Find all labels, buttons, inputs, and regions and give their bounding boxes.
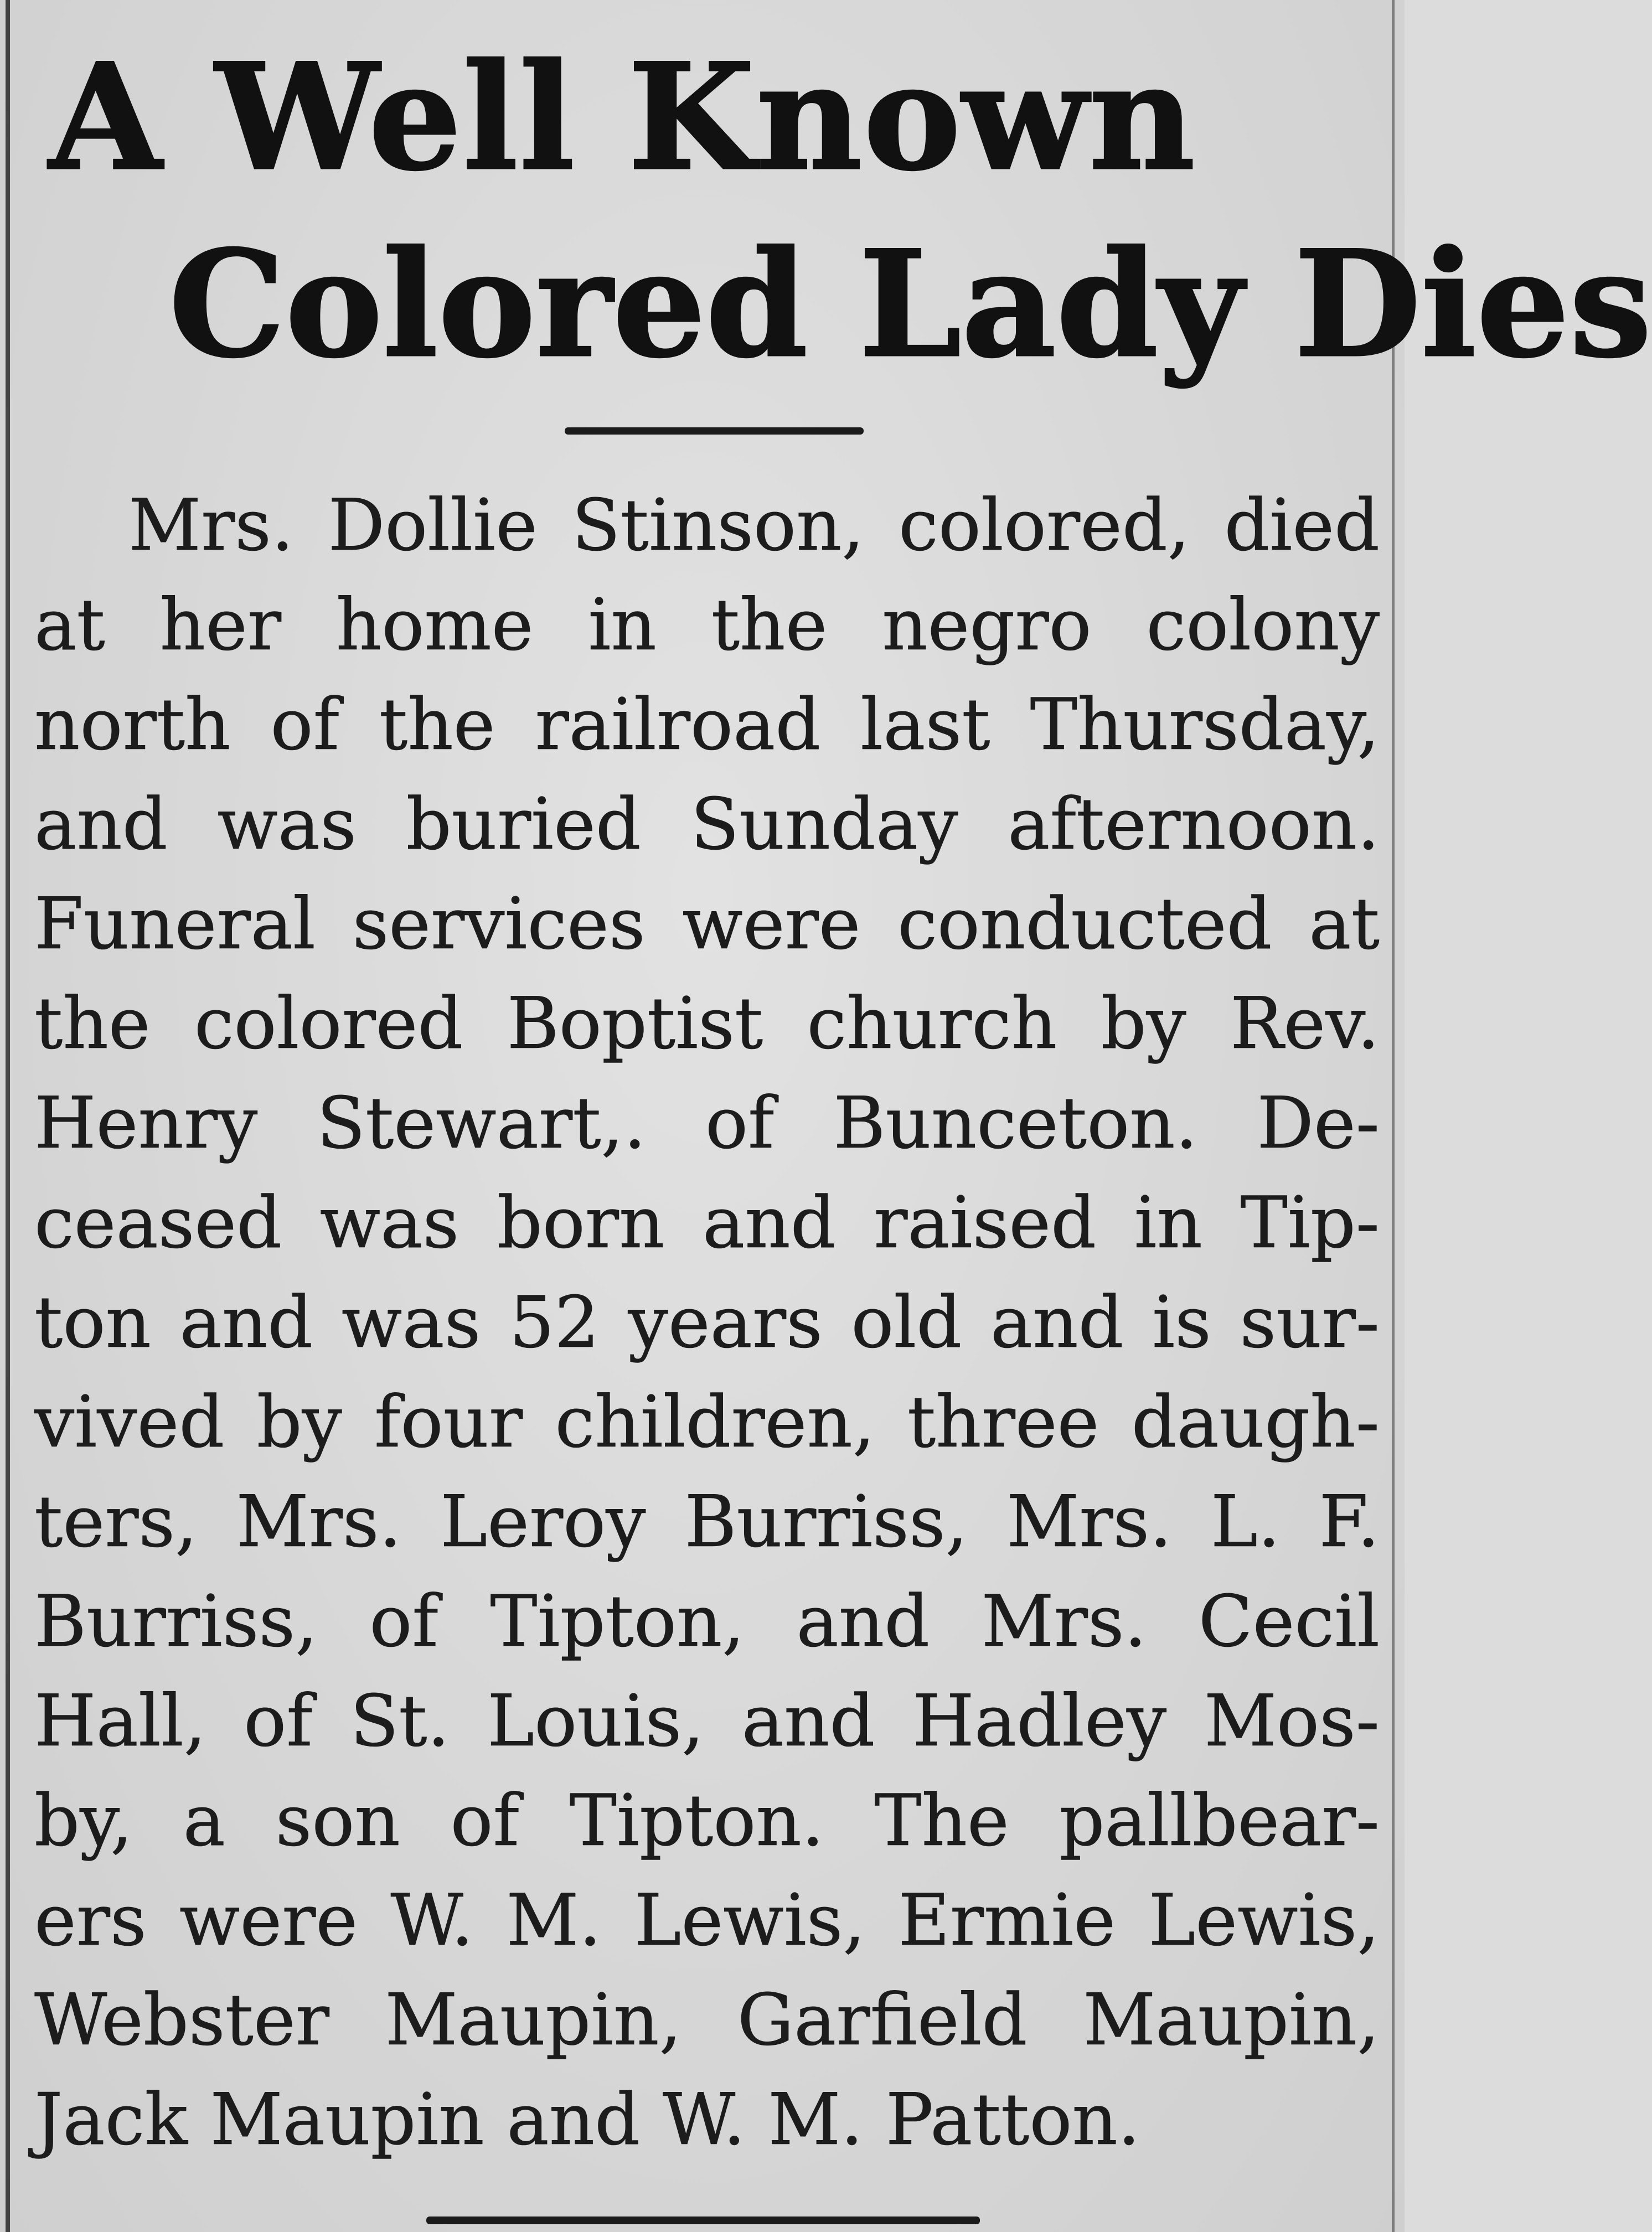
body-line: Mrs. Dollie Stinson, colored, died xyxy=(128,484,1380,567)
article-body xyxy=(34,476,1380,2170)
body-line: Jack Maupin and W. M. Patton. xyxy=(34,2079,1140,2161)
body-line: Funeral services were conducted at xyxy=(34,883,1380,965)
closing-divider xyxy=(426,2216,980,2224)
body-line: Burriss, of Tipton, and Mrs. Cecil xyxy=(34,1580,1380,1663)
body-line: ceased was born and raised in Tip- xyxy=(34,1182,1380,1264)
headline-line-1: A Well Known xyxy=(49,32,1196,203)
column-rule-left xyxy=(6,0,10,2232)
body-line: vived by four children, three daugh- xyxy=(34,1381,1380,1464)
body-line: Webster Maupin, Garfield Maupin, xyxy=(34,1979,1380,2062)
body-line: Hall, of St. Louis, and Hadley Mos- xyxy=(34,1680,1380,1763)
body-line: ers were W. M. Lewis, Ermie Lewis, xyxy=(34,1879,1380,1962)
body-line: ton and was 52 years old and is sur- xyxy=(34,1282,1380,1364)
body-line: ters, Mrs. Leroy Burriss, Mrs. L. F. xyxy=(34,1481,1380,1563)
body-line: Henry Stewart,. of Bunceton. De- xyxy=(34,1082,1380,1165)
body-line: and was buried Sunday afternoon. xyxy=(34,783,1380,866)
body-line: the colored Boptist church by Rev. xyxy=(34,983,1380,1065)
body-line: by, a son of Tipton. The pallbear- xyxy=(34,1780,1380,1862)
body-line: north of the railroad last Thursday, xyxy=(34,684,1380,766)
headline-divider xyxy=(565,427,864,435)
headline-line-2: Colored Lady Dies xyxy=(169,219,1652,390)
body-line: at her home in the negro colony xyxy=(34,584,1380,666)
